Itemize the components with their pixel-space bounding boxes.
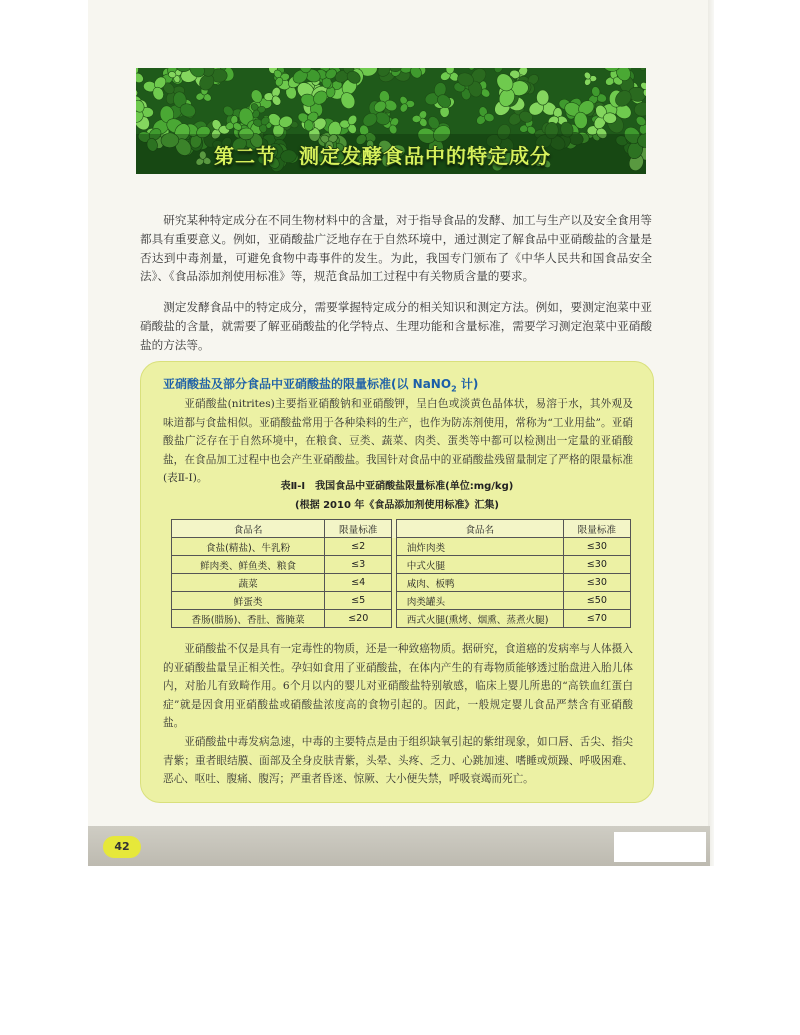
limit-cell: ≤3 [325, 556, 392, 574]
info-box-title-subscript: 2 [451, 384, 457, 394]
intro-paragraph-1: 研究某种特定成分在不同生物材料中的含量，对于指导食品的发酵、加工与生产以及安全食用等都具有重要意义。例如，亚硝酸盐广泛地存在于自然环境中，通过测定了解食品中亚硝酸盐的含量是否达到中毒剂量，可避免食物中毒事件的发生。为此，我国专门颁布了《中华人民共和国食品安全法》、《食品添加剂使用标准》等，规范食品加工过程中有关物质含量的要求。 [140, 213, 652, 284]
header-limit-right: 限量标准 [563, 520, 630, 538]
info-box-title-text: 亚硝酸盐及部分食品中亚硝酸盐的限量标准(以 NaNO [163, 377, 452, 391]
intro-paragraph-2: 测定发酵食品中的特定成分，需要掌握特定成分的相关知识和测定方法。例如，要测定泡菜中亚硝酸盐的含量，就需要了解亚硝酸盐的化学特点、生理功能和含量标准，需要学习测定泡菜中亚硝酸盐的方法等。 [140, 300, 652, 352]
header-food-right: 食品名 [396, 520, 563, 538]
page-edge [708, 0, 714, 866]
header-food-left: 食品名 [172, 520, 325, 538]
food-name-cell: 鲜蛋类 [172, 592, 325, 610]
limit-cell: ≤70 [563, 610, 630, 628]
limit-cell: ≤2 [325, 538, 392, 556]
info-box [140, 361, 654, 803]
clover-leaf [492, 68, 511, 74]
section-banner [136, 68, 646, 174]
nitrite-limit-table [171, 519, 631, 628]
limit-cell: ≤30 [563, 538, 630, 556]
info-box-title [163, 375, 478, 393]
clover-leaf [637, 68, 646, 72]
clover-leaf [475, 106, 495, 127]
table-row [172, 592, 631, 610]
table-caption: 表Ⅱ-Ⅰ 我国食品中亚硝酸盐限量标准(单位:mg/kg) [280, 481, 514, 492]
clover-leaf [412, 109, 429, 128]
header-limit-left: 限量标准 [325, 520, 392, 538]
info-box-title-suffix: 计) [456, 377, 479, 391]
food-name-cell: 香肠(腊肠)、香肚、酱腌菜 [172, 610, 325, 628]
table-row [172, 610, 631, 628]
limit-cell: ≤4 [325, 574, 392, 592]
limit-cell: ≤50 [563, 592, 630, 610]
table-row [172, 556, 631, 574]
food-name-cell: 西式火腿(熏烤、烟熏、蒸煮火腿) [396, 610, 563, 628]
food-name-cell: 咸肉、板鸭 [396, 574, 563, 592]
section-number: 第二节 [214, 144, 277, 168]
table-header-row [172, 520, 631, 538]
food-name-cell: 油炸肉类 [396, 538, 563, 556]
nitrite-intro-paragraph: 亚硝酸盐(nitrites)主要指亚硝酸钠和亚硝酸钾，呈白色或淡黄色晶体状，易溶于水，其外观及味道都与食盐相似。亚硝酸盐常用于各种染料的生产，也作为防冻剂使用，常称为“工业用盐”。亚硝酸盐广泛存在于自然环境中，在粮食、豆类、蔬菜、肉类、蛋类等中都可以检测出一定量的亚硝酸盐，在食品加工过程中也会产生亚硝酸盐。我国针对食品中的亚硝酸盐残留量制定了严格的限量标准(表Ⅱ-Ⅰ)。 [163, 398, 633, 484]
food-name-cell: 中式火腿 [396, 556, 563, 574]
footer-white-block [614, 832, 706, 862]
clover-leaf [136, 68, 145, 85]
food-name-cell: 肉类罐头 [396, 592, 563, 610]
limit-cell: ≤30 [563, 574, 630, 592]
clover-leaf [439, 68, 461, 83]
table-row [172, 574, 631, 592]
food-name-cell: 鲜肉类、鲜鱼类、粮食 [172, 556, 325, 574]
limit-cell: ≤5 [325, 592, 392, 610]
clover-leaf [583, 71, 597, 87]
clover-leaf [398, 95, 414, 114]
page-number: 42 [103, 836, 141, 858]
section-title: 测定发酵食品中的特定成分 [299, 144, 551, 168]
table-row [172, 538, 631, 556]
section-heading [214, 140, 551, 169]
limit-cell: ≤20 [325, 610, 392, 628]
nitrite-poisoning-paragraph: 亚硝酸盐中毒发病急速，中毒的主要特点是由于组织缺氧引起的紫绀现象，如口唇、舌尖、指尖青紫；重者眼结膜、面部及全身皮肤青紫，头晕、头疼、乏力、心跳加速、嗜睡或烦躁、呼吸困难、恶心、呕吐、腹痛、腹泻；严重者昏迷、惊厥、大小便失禁，呼吸衰竭而死亡。 [163, 736, 633, 785]
limit-cell: ≤30 [563, 556, 630, 574]
table-subcaption: (根据 2010 年《食品添加剂使用标准》汇集) [295, 500, 499, 511]
food-name-cell: 蔬菜 [172, 574, 325, 592]
food-name-cell: 食盐(精盐)、牛乳粉 [172, 538, 325, 556]
nitrite-health-paragraph: 亚硝酸盐不仅是具有一定毒性的物质，还是一种致癌物质。据研究，食道癌的发病率与人体摄入的亚硝酸盐量呈正相关性。孕妇如食用了亚硝酸盐，在体内产生的有毒物质能够透过胎盘进入胎儿体内，对胎儿有致畸作用。6个月以内的婴儿对亚硝酸盐特别敏感，临床上婴儿所患的“高铁血红蛋白症”就是因食用亚硝酸盐或硝酸盐浓度高的食物引起的。因此，一般规定婴儿食品严禁含有亚硝酸盐。 [163, 643, 633, 729]
